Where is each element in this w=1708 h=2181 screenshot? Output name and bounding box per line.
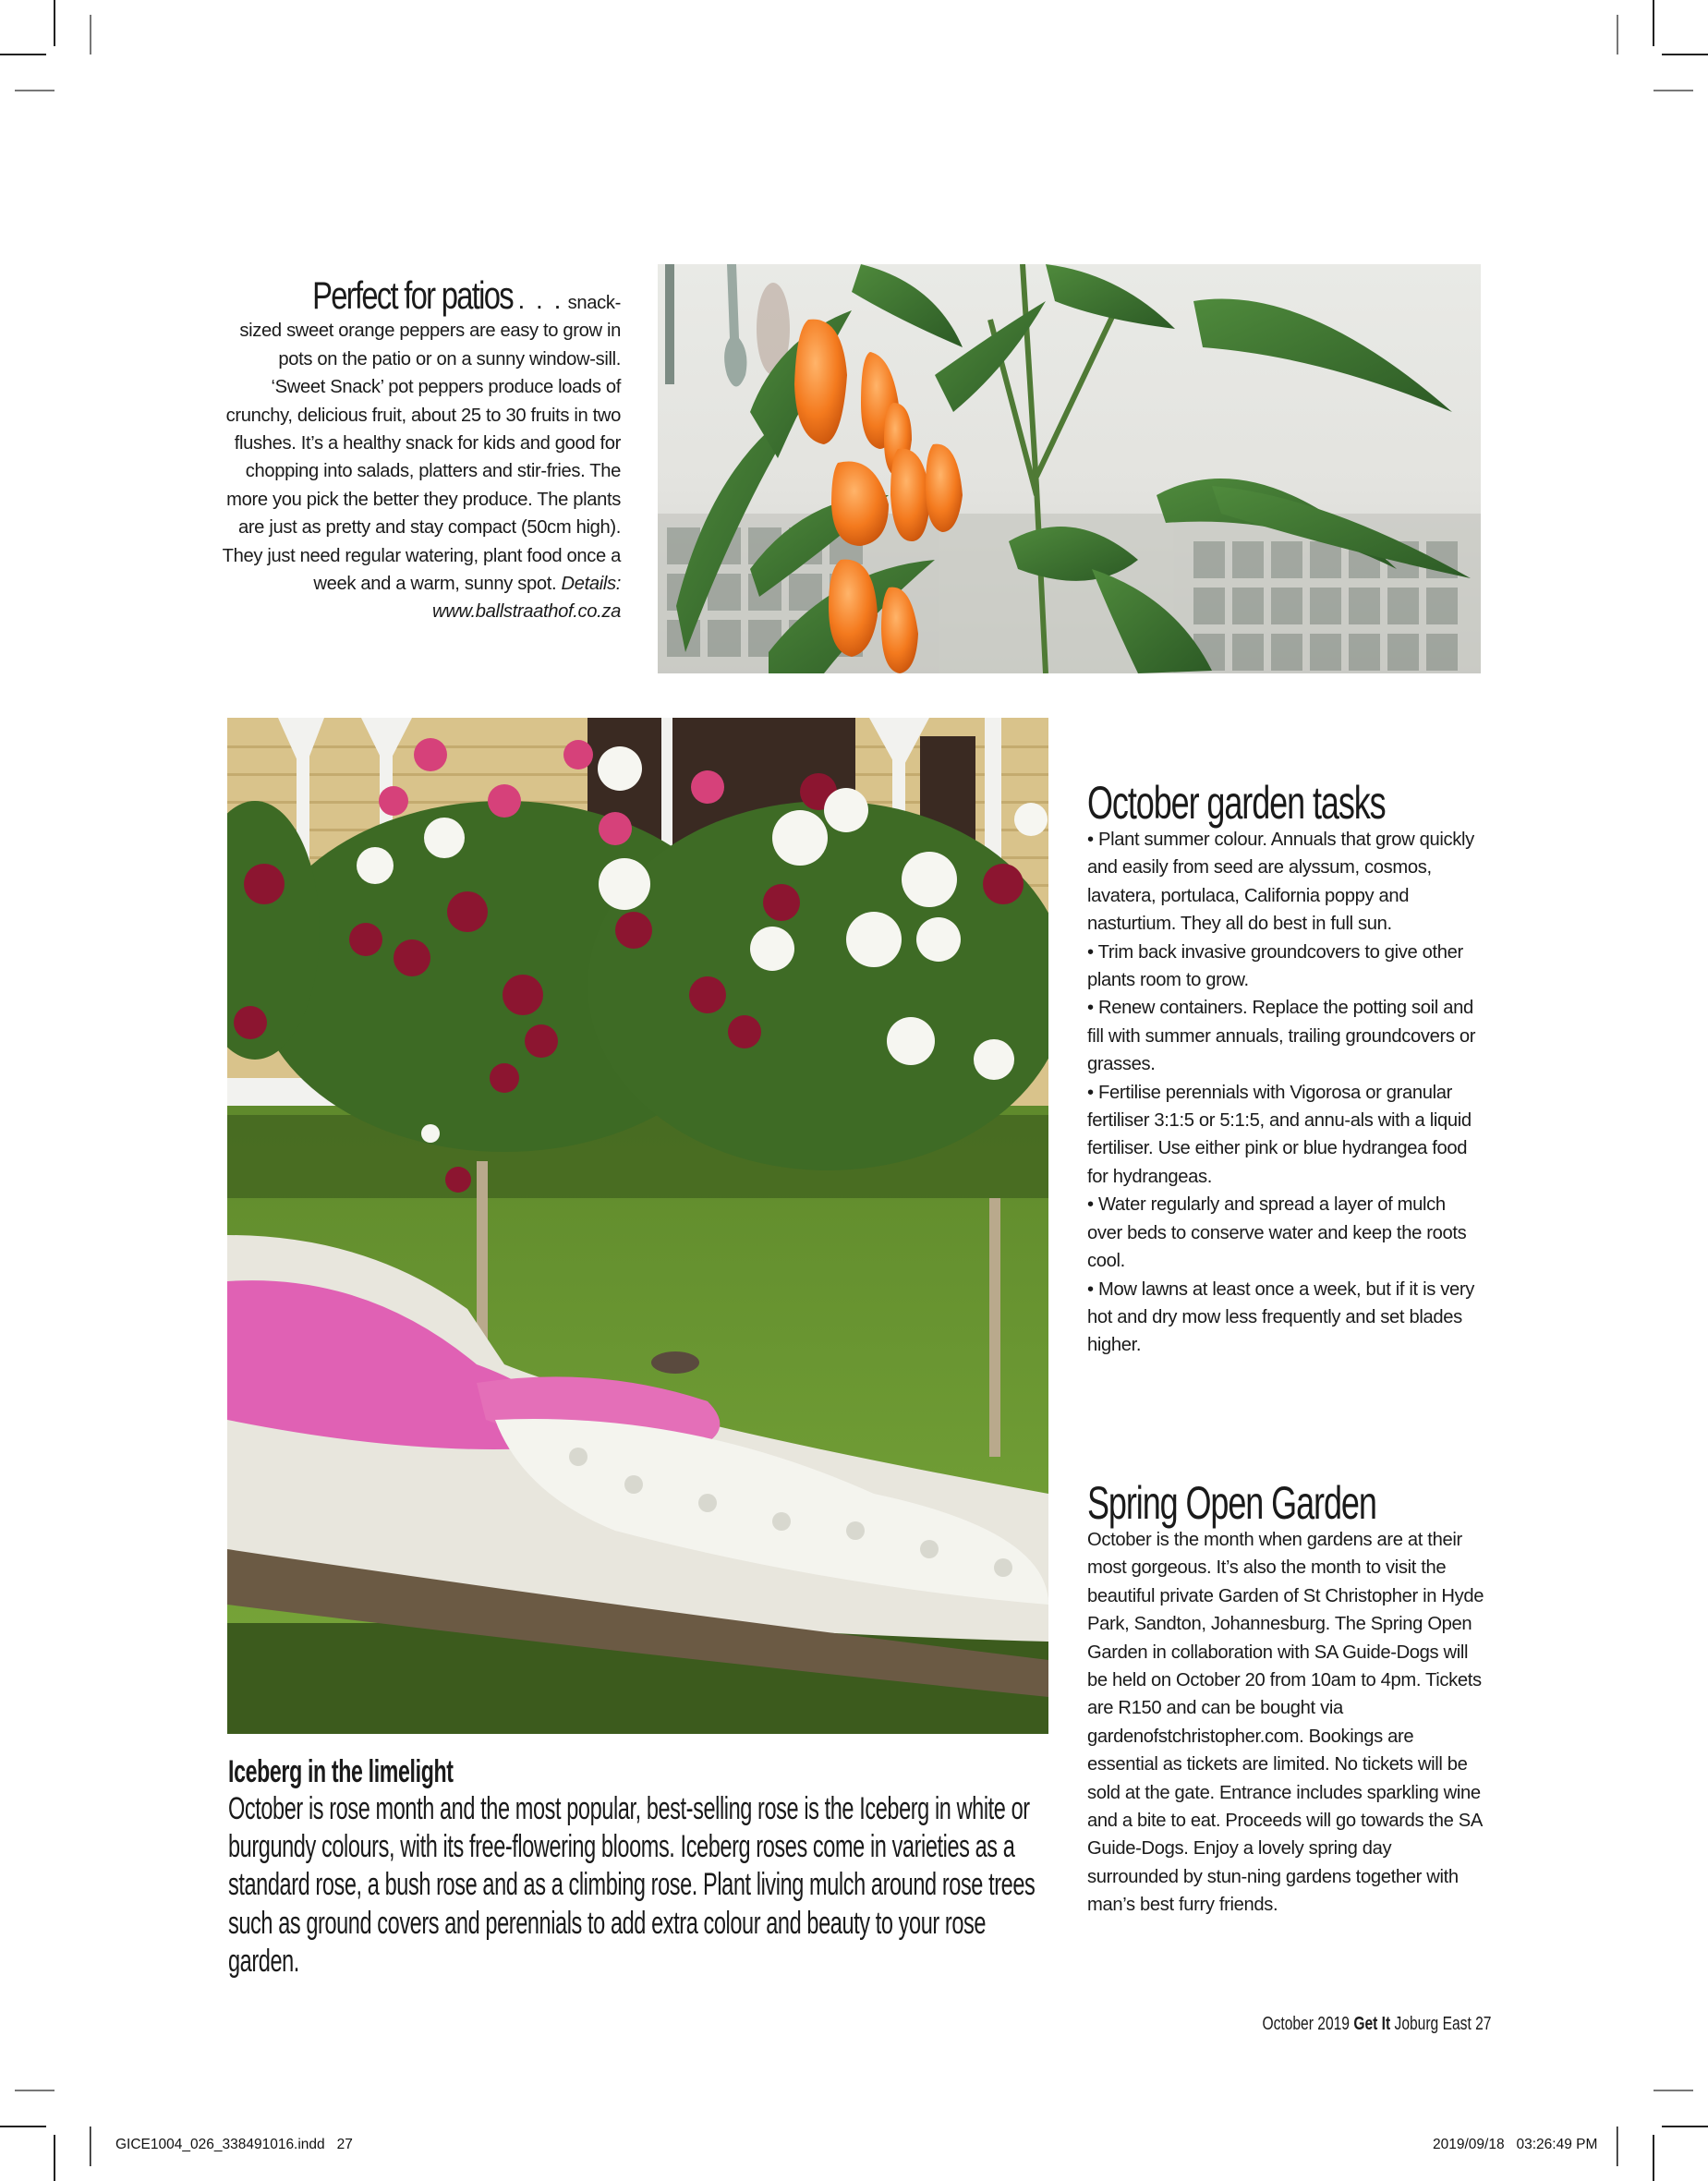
- task-item: • Fertilise perennials with Vigorosa or granular fertiliser 3:1:5 or 5:1:5, and annu-als with a liquid fertiliser. Use either pink or blue hydrangea food for hydrangeas.: [1087, 1082, 1472, 1187]
- patios-heading: Perfect for patios: [312, 273, 514, 317]
- task-item: • Renew containers. Replace the potting soil and fill with summer annuals, trailing groundcovers or grasses.: [1087, 998, 1476, 1075]
- crop-mark: [54, 2135, 55, 2181]
- iceberg-heading: Iceberg in the limelight: [228, 1754, 454, 1789]
- patios-lead: snack-sized: [239, 293, 621, 342]
- task-item: • Plant summer colour. Annuals that grow quickly and easily from seed are alyssum, cosmos, lavatera, portulaca, California poppy and nasturtium. They all do best in full sun.: [1087, 830, 1474, 935]
- crop-mark: [1662, 54, 1708, 55]
- slug-divider: [90, 2126, 91, 2166]
- iceberg-caption: [228, 1753, 1060, 1981]
- crop-mark: [54, 0, 55, 46]
- crop-mark: [1653, 2135, 1654, 2181]
- page-folio: [1262, 2014, 1492, 2035]
- folio-page-number: 27: [1475, 2014, 1492, 2034]
- crop-mark: [1653, 2090, 1693, 2091]
- pepper-plant-image: [658, 264, 1481, 673]
- task-item: • Water regularly and spread a layer of mulch over beds to conserve water and keep the roots cool.: [1087, 1194, 1467, 1272]
- crop-mark: [15, 2090, 55, 2091]
- crop-mark: [15, 90, 55, 91]
- patios-ellipsis: . . .: [517, 285, 563, 314]
- slug-timestamp: 2019/09/18 03:26:49 PM: [1433, 2137, 1598, 2152]
- iceberg-body: October is rose month and the most popular, best-selling rose is the Iceberg in white or burgundy colours, with its free-flowering blooms. Iceberg roses come in varieties as a standard rose, a bush rose and as a climbing rose. Plant living mulch around rose trees such as ground covers and perennials to add extra colour and beauty to your rose garden.: [228, 1791, 1036, 1979]
- folio-month: October 2019: [1262, 2014, 1350, 2034]
- pepper-photo: [658, 264, 1481, 673]
- crop-mark: [0, 2126, 46, 2127]
- task-item: • Mow lawns at least once a week, but if it is very hot and dry mow less frequently and set blades higher.: [1087, 1278, 1474, 1356]
- task-item: • Trim back invasive groundcovers to give other plants room to grow.: [1087, 941, 1463, 991]
- patios-body: sweet orange peppers are easy to grow in pots on the patio or on a sunny window-sill. ‘Sweet Snack’ pot peppers produce loads of crunchy, delicious fruit, about 25 to 30 fruits in two flushes. It’s a healthy snack for kids and good for chopping into salads, platters and stir-fries. The more you pick the better they produce. The plants are just as pretty and stay compact (50cm high). They just need regular watering, plant food once a week and a warm, sunny spot.: [222, 321, 621, 595]
- crop-mark: [1617, 15, 1618, 55]
- rose-garden-image: [227, 718, 1048, 1734]
- crop-mark: [1653, 0, 1654, 46]
- folio-brand: Get It: [1353, 2014, 1391, 2034]
- patios-article: [222, 273, 621, 626]
- october-tasks-heading: October garden tasks: [1087, 777, 1386, 829]
- spring-garden-body: October is the month when gardens are at their most gorgeous. It’s also the month to visit the beautiful private Garden of St Christopher in Hyde Park, Sandton, Johannesburg. The Spring Open Garden in collaboration with SA Guide-Dogs will be held on October 20 from 10am to 4pm. Tickets are R150 and can be bought via gardenofstchristopher.com. Bookings are essential as tickets are limited. No tickets will be sold at the gate. Entrance includes sparkling wine and a bite to eat. Proceeds will go towards the SA Guide-Dogs. Enjoy a lovely spring day surrounded by stun-ning gardens together with man’s best furry friends.: [1087, 1530, 1484, 1916]
- crop-mark: [1662, 2126, 1708, 2127]
- crop-mark: [1653, 90, 1693, 91]
- patios-details-link[interactable]: Details: www.ballstraathof.co.za: [431, 574, 621, 623]
- spring-open-garden-section: [1087, 1478, 1484, 1920]
- crop-mark: [0, 54, 46, 55]
- iceberg-rose-photo: [227, 718, 1048, 1734]
- folio-edition: Joburg East: [1394, 2014, 1472, 2034]
- crop-mark: [90, 15, 91, 55]
- spring-garden-heading: Spring Open Garden: [1087, 1477, 1376, 1529]
- october-tasks-section: [1087, 778, 1484, 1360]
- slug-filename: GICE1004_026_338491016.indd 27: [115, 2137, 353, 2152]
